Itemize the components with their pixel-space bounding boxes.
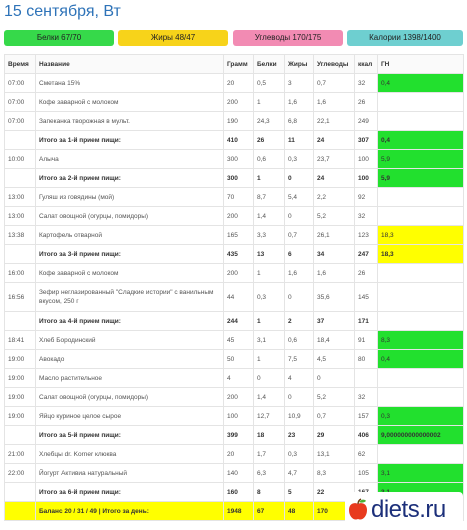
cell-time: 19:00 (5, 350, 36, 369)
cell-carbs: 0 (314, 369, 355, 388)
food-row[interactable] (5, 226, 464, 245)
cell-grams: 45 (224, 331, 254, 350)
cell-name: Масло растительное (36, 369, 224, 388)
cell-kcal: 26 (355, 264, 378, 283)
cell-protein: 1,7 (254, 445, 285, 464)
cell-protein: 3,3 (254, 226, 285, 245)
cell-protein: 1,4 (254, 388, 285, 407)
cell-fat: 1,6 (285, 264, 314, 283)
food-row[interactable] (5, 112, 464, 131)
cell-kcal: 100 (355, 150, 378, 169)
cell-kcal: 307 (355, 131, 378, 150)
cell-name: Салат овощной (огурцы, помидоры) (36, 388, 224, 407)
cell-grams: 70 (224, 188, 254, 207)
cell-grams: 244 (224, 312, 254, 331)
cell-carbs: 24 (314, 131, 355, 150)
column-header-fat[interactable]: Жиры (285, 55, 314, 74)
cell-time: 10:00 (5, 150, 36, 169)
column-header-protein[interactable]: Белки (254, 55, 285, 74)
cell-grams: 435 (224, 245, 254, 264)
cell-protein: 12,7 (254, 407, 285, 426)
cell-name: Алыча (36, 150, 224, 169)
column-header-time[interactable]: Время (5, 55, 36, 74)
cell-name: Запеканка творожная в мульт. (36, 112, 224, 131)
cell-protein: 6,3 (254, 464, 285, 483)
cell-fat: 0,3 (285, 445, 314, 464)
cell-fat: 1,6 (285, 93, 314, 112)
cell-time (5, 502, 36, 521)
cell-grams: 200 (224, 388, 254, 407)
cell-carbs: 35,6 (314, 283, 355, 312)
cell-time: 07:00 (5, 112, 36, 131)
column-header-gn[interactable]: ГН (378, 55, 464, 74)
cell-name: Яйцо куриное целое сырое (36, 407, 224, 426)
cell-time (5, 426, 36, 445)
cell-gn: 0,4 (378, 131, 464, 150)
cell-protein: 26 (254, 131, 285, 150)
cell-time (5, 245, 36, 264)
cell-time: 22:00 (5, 464, 36, 483)
cell-fat: 10,9 (285, 407, 314, 426)
cell-fat: 7,5 (285, 350, 314, 369)
cell-kcal: 406 (355, 426, 378, 445)
fat-summary-badge: Жиры 48/47 (118, 30, 228, 46)
cell-name: Кофе заварной с молоком (36, 93, 224, 112)
carbs-summary-badge: Углеводы 170/175 (233, 30, 343, 46)
cell-gn (378, 283, 464, 312)
cell-protein: 1 (254, 350, 285, 369)
cell-kcal: 32 (355, 388, 378, 407)
cell-grams: 20 (224, 74, 254, 93)
cell-gn: 0,4 (378, 74, 464, 93)
cell-name: Итого за 3-й прием пищи: (36, 245, 224, 264)
cell-protein: 18 (254, 426, 285, 445)
cell-protein: 0,5 (254, 74, 285, 93)
apple-icon (347, 498, 369, 522)
cell-carbs: 4,5 (314, 350, 355, 369)
cell-name: Гуляш из говядины (мой) (36, 188, 224, 207)
food-row[interactable] (5, 407, 464, 426)
meal-total-row (5, 426, 464, 445)
cell-gn: 0,3 (378, 407, 464, 426)
cell-kcal: 32 (355, 74, 378, 93)
cell-carbs: 22,1 (314, 112, 355, 131)
cell-fat: 23 (285, 426, 314, 445)
cell-grams: 165 (224, 226, 254, 245)
cell-fat: 0 (285, 207, 314, 226)
cell-name: Кофе заварной с молоком (36, 264, 224, 283)
cell-time: 19:00 (5, 388, 36, 407)
food-row[interactable] (5, 445, 464, 464)
cell-time: 19:00 (5, 407, 36, 426)
food-row[interactable] (5, 150, 464, 169)
cell-time: 21:00 (5, 445, 36, 464)
cell-protein: 1 (254, 169, 285, 188)
column-header-carbs[interactable]: Углеводы (314, 55, 355, 74)
cell-kcal: 249 (355, 112, 378, 131)
cell-kcal: 91 (355, 331, 378, 350)
food-diary-table (4, 54, 464, 521)
cell-gn: 3,1 (378, 464, 464, 483)
cell-protein: 13 (254, 245, 285, 264)
protein-summary-badge: Белки 67/70 (4, 30, 114, 46)
cell-time: 07:00 (5, 74, 36, 93)
cell-name: Сметана 15% (36, 74, 224, 93)
cell-grams: 190 (224, 112, 254, 131)
cell-kcal: 92 (355, 188, 378, 207)
cell-carbs: 18,4 (314, 331, 355, 350)
cell-time: 19:00 (5, 369, 36, 388)
cell-time: 18:41 (5, 331, 36, 350)
food-row[interactable] (5, 207, 464, 226)
food-row[interactable] (5, 93, 464, 112)
cell-carbs: 2,2 (314, 188, 355, 207)
cell-gn (378, 312, 464, 331)
cell-carbs: 34 (314, 245, 355, 264)
cell-gn (378, 369, 464, 388)
cell-name: Итого за 2-й прием пищи: (36, 169, 224, 188)
logo-text: diets.ru (371, 496, 446, 523)
cell-grams: 399 (224, 426, 254, 445)
cell-kcal (355, 369, 378, 388)
cell-fat: 6,8 (285, 112, 314, 131)
cell-kcal: 100 (355, 169, 378, 188)
cell-kcal: 80 (355, 350, 378, 369)
cell-protein: 1 (254, 312, 285, 331)
table-header-row (5, 55, 464, 74)
cell-kcal: 26 (355, 93, 378, 112)
cell-protein: 0,3 (254, 283, 285, 312)
cell-gn (378, 264, 464, 283)
cell-gn: 18,3 (378, 245, 464, 264)
food-row[interactable] (5, 388, 464, 407)
cell-gn (378, 112, 464, 131)
daily-summary-bar (4, 30, 463, 46)
cell-carbs: 170 (314, 502, 355, 521)
food-row[interactable] (5, 464, 464, 483)
cell-time (5, 169, 36, 188)
cell-grams: 160 (224, 483, 254, 502)
cell-time: 13:38 (5, 226, 36, 245)
cell-name: Итого за 5-й прием пищи: (36, 426, 224, 445)
cell-time: 16:00 (5, 264, 36, 283)
cell-name: Хлеб Бородинский (36, 331, 224, 350)
cell-time: 16:56 (5, 283, 36, 312)
cell-grams: 200 (224, 93, 254, 112)
cell-gn (378, 188, 464, 207)
cell-carbs: 5,2 (314, 207, 355, 226)
cell-grams: 100 (224, 407, 254, 426)
cell-fat: 5,4 (285, 188, 314, 207)
cell-carbs: 22 (314, 483, 355, 502)
cell-gn (378, 93, 464, 112)
cell-carbs: 1,6 (314, 264, 355, 283)
cell-name: Итого за 6-й прием пищи: (36, 483, 224, 502)
cell-gn: 5,9 (378, 169, 464, 188)
column-header-name[interactable]: Название (36, 55, 224, 74)
cell-kcal: 145 (355, 283, 378, 312)
cell-kcal: 32 (355, 207, 378, 226)
cell-gn (378, 207, 464, 226)
cell-grams: 50 (224, 350, 254, 369)
cell-gn: 5,9 (378, 150, 464, 169)
site-logo[interactable] (345, 492, 463, 528)
cell-carbs: 24 (314, 169, 355, 188)
cell-time: 07:00 (5, 93, 36, 112)
cell-name: Зефир неглазированный "Сладкие истории" с ванильным вкусом, 250 г (36, 283, 224, 312)
cell-kcal: 171 (355, 312, 378, 331)
cell-name: Йогурт Активиа натуральный (36, 464, 224, 483)
cell-protein: 24,3 (254, 112, 285, 131)
cell-kcal: 62 (355, 445, 378, 464)
cell-fat: 11 (285, 131, 314, 150)
cell-carbs: 23,7 (314, 150, 355, 169)
cell-grams: 20 (224, 445, 254, 464)
cell-grams: 140 (224, 464, 254, 483)
cell-fat: 3 (285, 74, 314, 93)
page-title: 15 сентября, Вт (4, 3, 121, 20)
cell-protein: 0 (254, 369, 285, 388)
cell-fat: 0,3 (285, 150, 314, 169)
cell-name: Хлебцы dr. Korner клюква (36, 445, 224, 464)
cell-grams: 1948 (224, 502, 254, 521)
food-row[interactable] (5, 283, 464, 312)
cell-gn: 8,3 (378, 331, 464, 350)
cell-grams: 300 (224, 150, 254, 169)
cell-gn (378, 388, 464, 407)
cell-fat: 6 (285, 245, 314, 264)
cell-kcal: 157 (355, 407, 378, 426)
cell-protein: 0,6 (254, 150, 285, 169)
cell-gn (378, 445, 464, 464)
cell-time (5, 131, 36, 150)
cell-time: 13:00 (5, 207, 36, 226)
food-row[interactable] (5, 264, 464, 283)
cell-kcal: 105 (355, 464, 378, 483)
column-header-kcal[interactable]: ккал (355, 55, 378, 74)
cell-protein: 1 (254, 93, 285, 112)
cell-protein: 67 (254, 502, 285, 521)
cell-name: Итого за 4-й прием пищи: (36, 312, 224, 331)
cell-carbs: 13,1 (314, 445, 355, 464)
cell-fat: 2 (285, 312, 314, 331)
cell-fat: 4 (285, 369, 314, 388)
food-row[interactable] (5, 74, 464, 93)
food-row[interactable] (5, 350, 464, 369)
column-header-grams[interactable]: Грамм (224, 55, 254, 74)
meal-total-row (5, 245, 464, 264)
cell-protein: 8,7 (254, 188, 285, 207)
cell-name: Баланс 20 / 31 / 49 | Итого за день: (36, 502, 224, 521)
cell-name: Картофель отварной (36, 226, 224, 245)
cell-grams: 300 (224, 169, 254, 188)
cell-fat: 0 (285, 388, 314, 407)
cell-grams: 410 (224, 131, 254, 150)
cell-gn: 18,3 (378, 226, 464, 245)
food-row[interactable] (5, 188, 464, 207)
cell-time (5, 483, 36, 502)
cell-fat: 0 (285, 283, 314, 312)
cell-carbs: 29 (314, 426, 355, 445)
cell-fat: 4,7 (285, 464, 314, 483)
cell-protein: 3,1 (254, 331, 285, 350)
meal-total-row (5, 131, 464, 150)
cell-grams: 200 (224, 264, 254, 283)
cell-grams: 44 (224, 283, 254, 312)
cell-name: Салат овощной (огурцы, помидоры) (36, 207, 224, 226)
cell-gn: 0,4 (378, 350, 464, 369)
cell-name: Авокадо (36, 350, 224, 369)
cell-grams: 200 (224, 207, 254, 226)
meal-total-row (5, 312, 464, 331)
cell-carbs: 26,1 (314, 226, 355, 245)
cell-fat: 48 (285, 502, 314, 521)
cell-carbs: 37 (314, 312, 355, 331)
cell-protein: 1 (254, 264, 285, 283)
cell-name: Итого за 1-й прием пищи: (36, 131, 224, 150)
cell-gn: 9,000000000000002 (378, 426, 464, 445)
cell-protein: 1,4 (254, 207, 285, 226)
cell-carbs: 0,7 (314, 74, 355, 93)
calories-summary-badge: Калории 1398/1400 (347, 30, 463, 46)
cell-fat: 5 (285, 483, 314, 502)
meal-total-row (5, 169, 464, 188)
food-row[interactable] (5, 331, 464, 350)
cell-fat: 0 (285, 169, 314, 188)
cell-kcal: 247 (355, 245, 378, 264)
cell-carbs: 0,7 (314, 407, 355, 426)
cell-protein: 8 (254, 483, 285, 502)
cell-grams: 4 (224, 369, 254, 388)
cell-time (5, 312, 36, 331)
cell-fat: 0,6 (285, 331, 314, 350)
cell-kcal: 123 (355, 226, 378, 245)
cell-carbs: 8,3 (314, 464, 355, 483)
food-row[interactable] (5, 369, 464, 388)
cell-carbs: 5,2 (314, 388, 355, 407)
table-body (5, 74, 464, 521)
cell-fat: 0,7 (285, 226, 314, 245)
cell-time: 13:00 (5, 188, 36, 207)
cell-carbs: 1,6 (314, 93, 355, 112)
